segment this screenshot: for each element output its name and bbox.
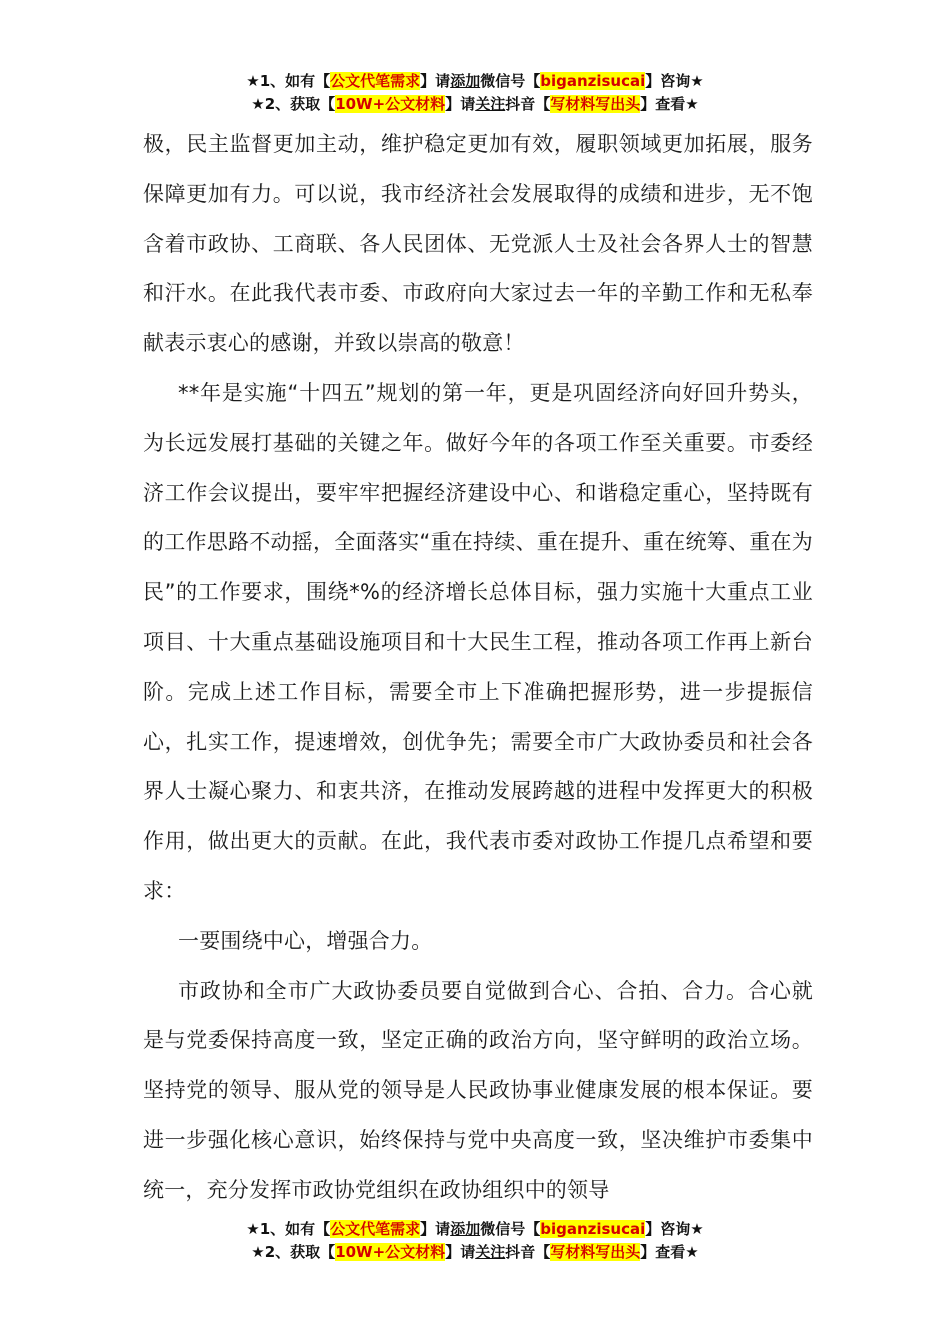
banner-highlight: 公文代笔需求 <box>330 1220 421 1238</box>
banner-text: ★2、获取【 <box>251 95 336 113</box>
banner-emphasis: 关注 <box>475 1243 506 1261</box>
banner-text: 微信号【 <box>480 1220 541 1238</box>
banner-text: 】咨询★ <box>645 72 704 90</box>
footer-banner <box>0 1218 950 1264</box>
banner-line-1 <box>0 1218 950 1241</box>
banner-emphasis: 关注 <box>475 95 506 113</box>
banner-text: ★1、如有【 <box>246 1220 331 1238</box>
banner-line-2 <box>0 1241 950 1264</box>
banner-highlight: 写材料写出头 <box>550 95 641 113</box>
banner-line-2 <box>0 93 950 116</box>
banner-line-1 <box>0 70 950 93</box>
section-heading: 一要围绕中心，增强合力。 <box>178 928 433 953</box>
document-body <box>143 120 813 1216</box>
header-banner <box>0 70 950 116</box>
banner-text: 】请 <box>420 1220 451 1238</box>
banner-text: ★2、获取【 <box>251 1243 336 1261</box>
banner-text: 】请 <box>445 95 476 113</box>
banner-highlight: biganzisucai <box>540 72 646 90</box>
banner-highlight: 10W+公文材料 <box>335 95 446 113</box>
banner-emphasis: 添加 <box>450 72 481 90</box>
banner-highlight: 公文代笔需求 <box>330 72 421 90</box>
banner-text: 】查看★ <box>640 95 699 113</box>
banner-text: 】请 <box>445 1243 476 1261</box>
banner-text: 】咨询★ <box>645 1220 704 1238</box>
banner-text: 】查看★ <box>640 1243 699 1261</box>
paragraph-continuation: 极，民主监督更加主动，维护稳定更加有效，履职领域更加拓展，服务保障更加有力。可以说，我市经济社会发展取得的成绩和进步，无不饱含着市政协、工商联、各人民团体、无党派人士及社会各界人士的智慧和汗水。在此我代表市委、市政府向大家过去一年的辛勤工作和无私奉献表示衷心的感谢，并致以崇高的敬意！ <box>143 132 813 356</box>
banner-highlight: 写材料写出头 <box>550 1243 641 1261</box>
banner-highlight: biganzisucai <box>540 1220 646 1238</box>
paragraph: 市政协和全市广大政协委员要自觉做到合心、合拍、合力。合心就是与党委保持高度一致，坚定正确的政治方向，坚守鲜明的政治立场。坚持党的领导、服从党的领导是人民政协事业健康发展的根本保证。要进一步强化核心意识，始终保持与党中央高度一致，坚决维护市委集中统一，充分发挥市政协党组织在政协组织中的领导 <box>143 978 813 1202</box>
banner-text: 抖音【 <box>505 95 551 113</box>
paragraph: **年是实施“十四五”规划的第一年，更是巩固经济向好回升势头，为长远发展打基础的关键之年。做好今年的各项工作至关重要。市委经济工作会议提出，要牢牢把握经济建设中心、和谐稳定重心，坚持既有的工作思路不动摇，全面落实“重在持续、重在提升、重在统筹、重在为民”的工作要求，围绕*%的经济增长总体目标，强力实施十大重点工业项目、十大重点基础设施项目和十大民生工程，推动各项工作再上新台阶。完成上述工作目标，需要全市上下准确把握形势，进一步提振信心，扎实工作，提速增效，创优争先；需要全市广大政协委员和社会各界人士凝心聚力、和衷共济，在推动发展跨越的进程中发挥更大的积极作用，做出更大的贡献。在此，我代表市委对政协工作提几点希望和要求： <box>143 380 813 903</box>
banner-text: 抖音【 <box>505 1243 551 1261</box>
banner-highlight: 10W+公文材料 <box>335 1243 446 1261</box>
banner-text: 微信号【 <box>480 72 541 90</box>
banner-text: ★1、如有【 <box>246 72 331 90</box>
banner-text: 】请 <box>420 72 451 90</box>
banner-emphasis: 添加 <box>450 1220 481 1238</box>
